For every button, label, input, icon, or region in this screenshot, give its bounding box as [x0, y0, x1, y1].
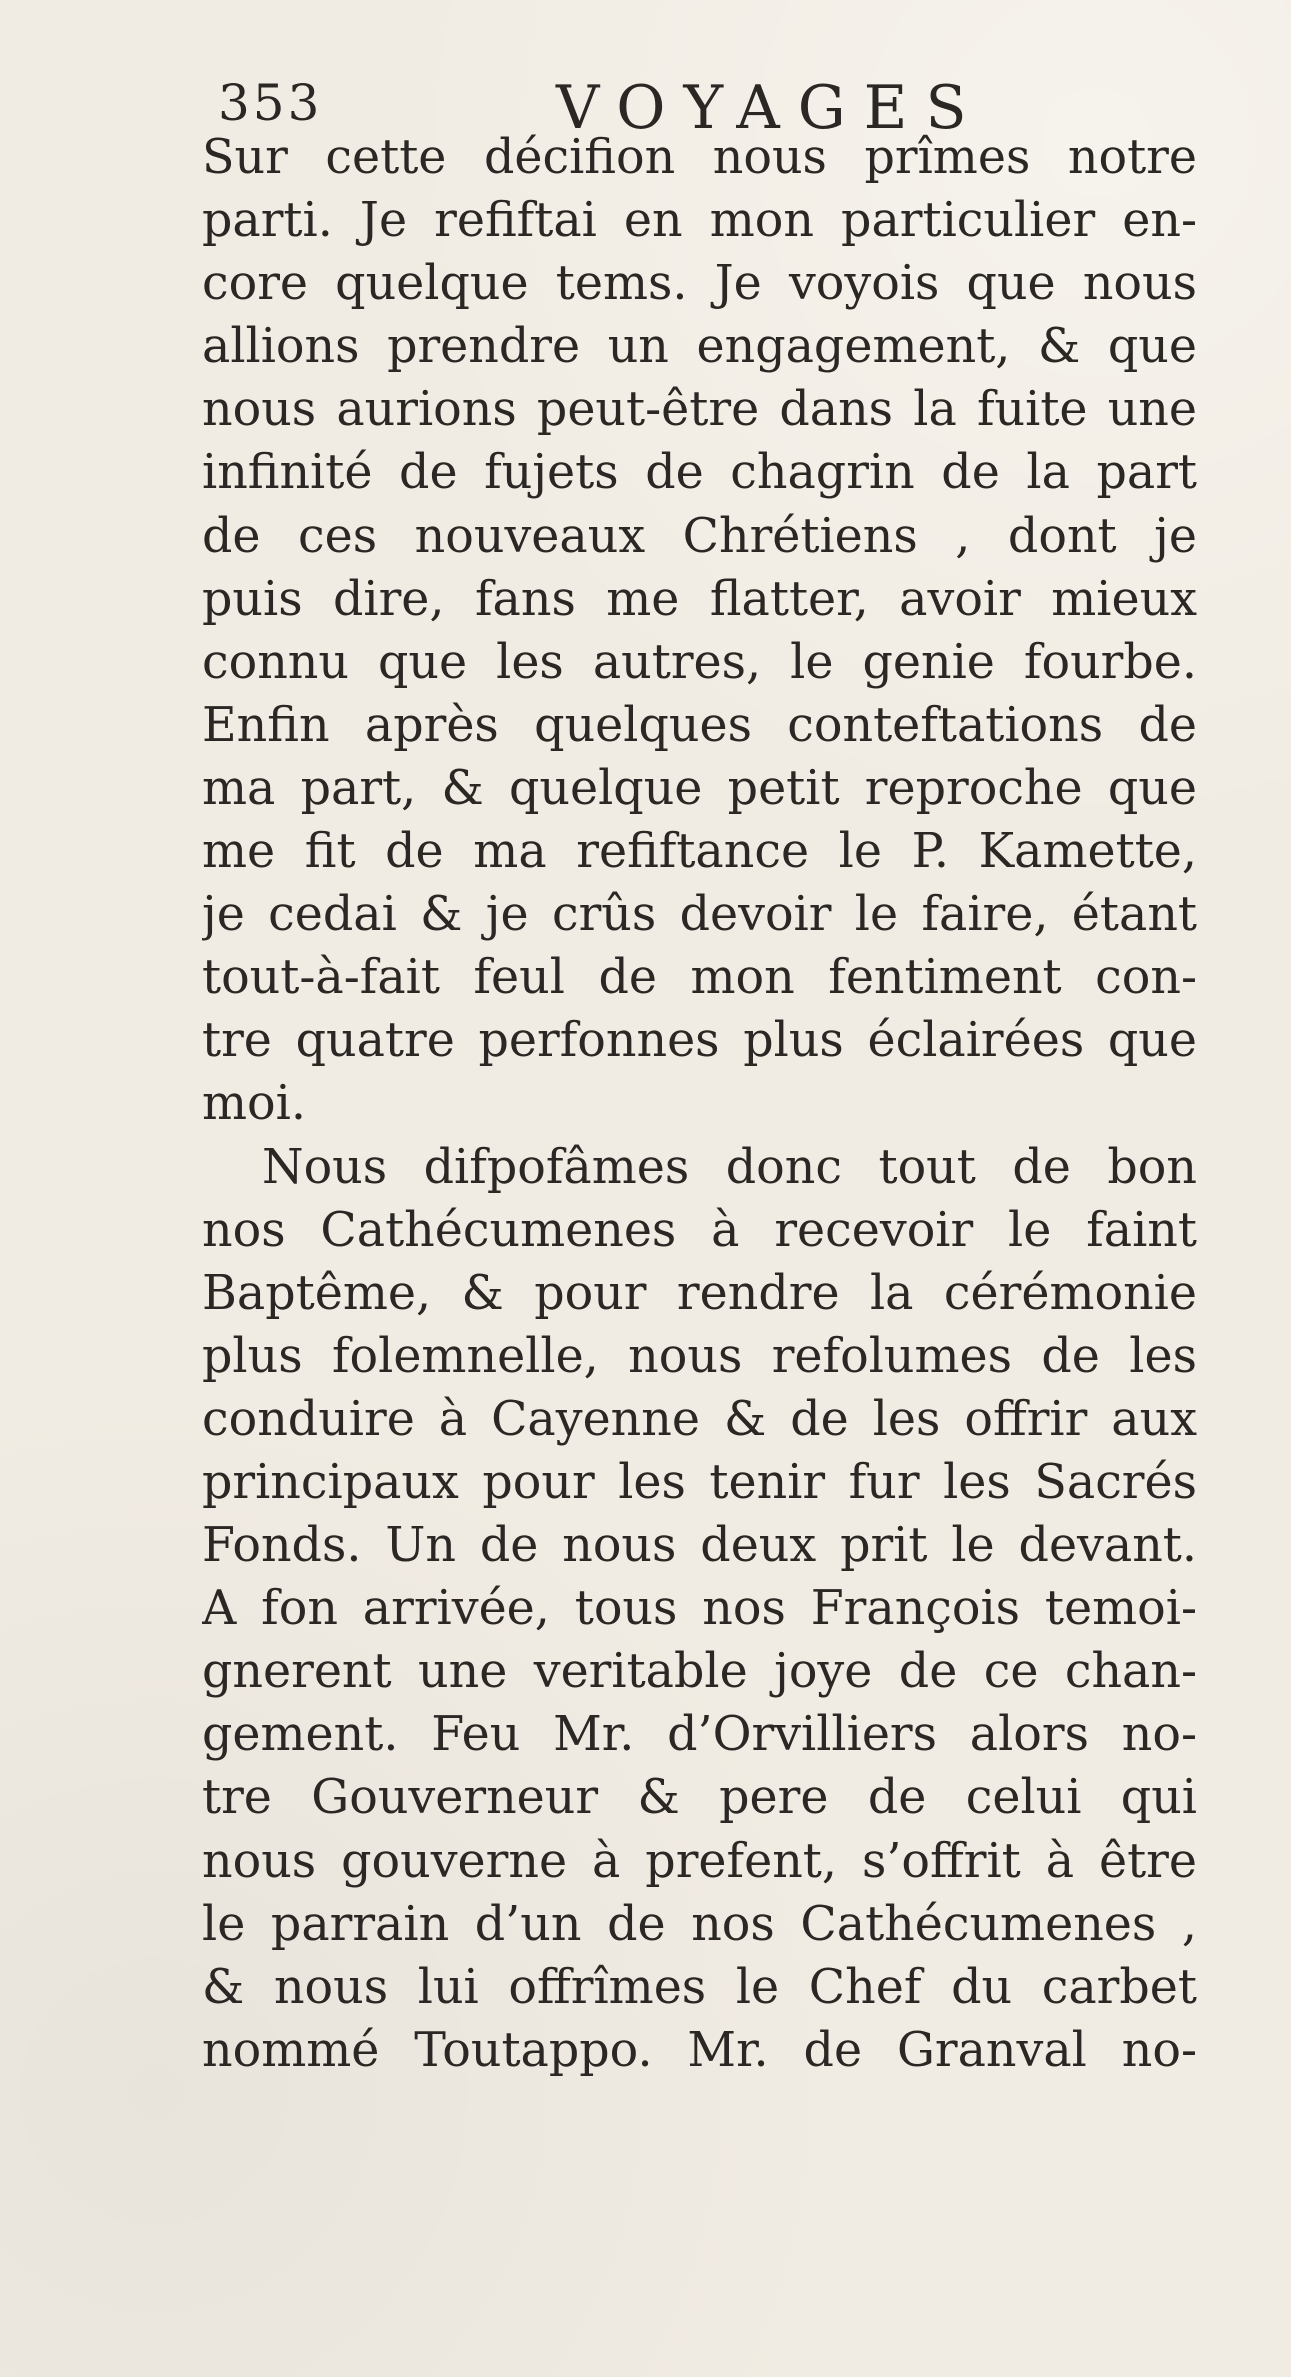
text-line: tre Gouverneur & pere de celui qui: [202, 1770, 1197, 1826]
text-line: core quelque tems. Je voyois que nous: [202, 256, 1197, 312]
text-line: allions prendre un engagement, & que: [202, 319, 1197, 375]
text-line: de ces nouveaux Chrétiens , dont je: [202, 508, 1197, 564]
body-text: [202, 126, 1197, 2082]
page-number: 353: [218, 74, 323, 132]
text-line: gement. Feu Mr. d’Orvilliers alors no-: [202, 1707, 1197, 1763]
text-line: A fon arrivée, tous nos François temoi-: [202, 1581, 1197, 1637]
text-line: puis dire, fans me flatter, avoir mieux: [202, 571, 1197, 627]
text-line: parti. Je refiftai en mon particulier en-: [202, 193, 1197, 249]
text-line: nous aurions peut-être dans la fuite une: [202, 382, 1197, 438]
text-line: nous gouverne à prefent, s’offrit à être: [202, 1833, 1197, 1889]
text-line: Enfin après quelques conteftations de: [202, 697, 1197, 753]
text-line: infinité de fujets de chagrin de la part: [202, 445, 1197, 501]
text-line: le parrain d’un de nos Cathécumenes ,: [202, 1896, 1197, 1952]
running-title: VOYAGES: [556, 73, 985, 143]
text-line: & nous lui offrîmes le Chef du carbet: [202, 1959, 1197, 2015]
text-line: nommé Toutappo. Mr. de Granval no-: [202, 2022, 1197, 2078]
text-line: connu que les autres, le genie fourbe.: [202, 634, 1197, 690]
text-line: conduire à Cayenne & de les offrir aux: [202, 1391, 1197, 1447]
text-line: plus folemnelle, nous refolumes de les: [202, 1328, 1197, 1384]
text-line: me fit de ma refiftance le P. Kamette,: [202, 824, 1197, 880]
text-line: principaux pour les tenir fur les Sacrés: [202, 1454, 1197, 1510]
text-line: moi.: [202, 1076, 306, 1132]
text-line: nos Cathécumenes à recevoir le faint: [202, 1202, 1197, 1258]
text-line: ma part, & quelque petit reproche que: [202, 760, 1197, 816]
text-line: je cedai & je crûs devoir le faire, étant: [202, 887, 1197, 943]
text-line: gnerent une veritable joye de ce chan-: [202, 1644, 1197, 1700]
text-line: Sur cette décifion nous prîmes notre: [202, 130, 1197, 185]
text-line: tout-à-fait feul de mon fentiment con-: [202, 950, 1197, 1006]
paragraph-start-line: Nous difpofâmes donc tout de bon: [262, 1139, 1197, 1195]
text-line: tre quatre perfonnes plus éclairées que: [202, 1013, 1197, 1069]
text-line: Fonds. Un de nous deux prit le devant.: [202, 1518, 1197, 1574]
text-line: Baptême, & pour rendre la cérémonie: [202, 1265, 1197, 1321]
